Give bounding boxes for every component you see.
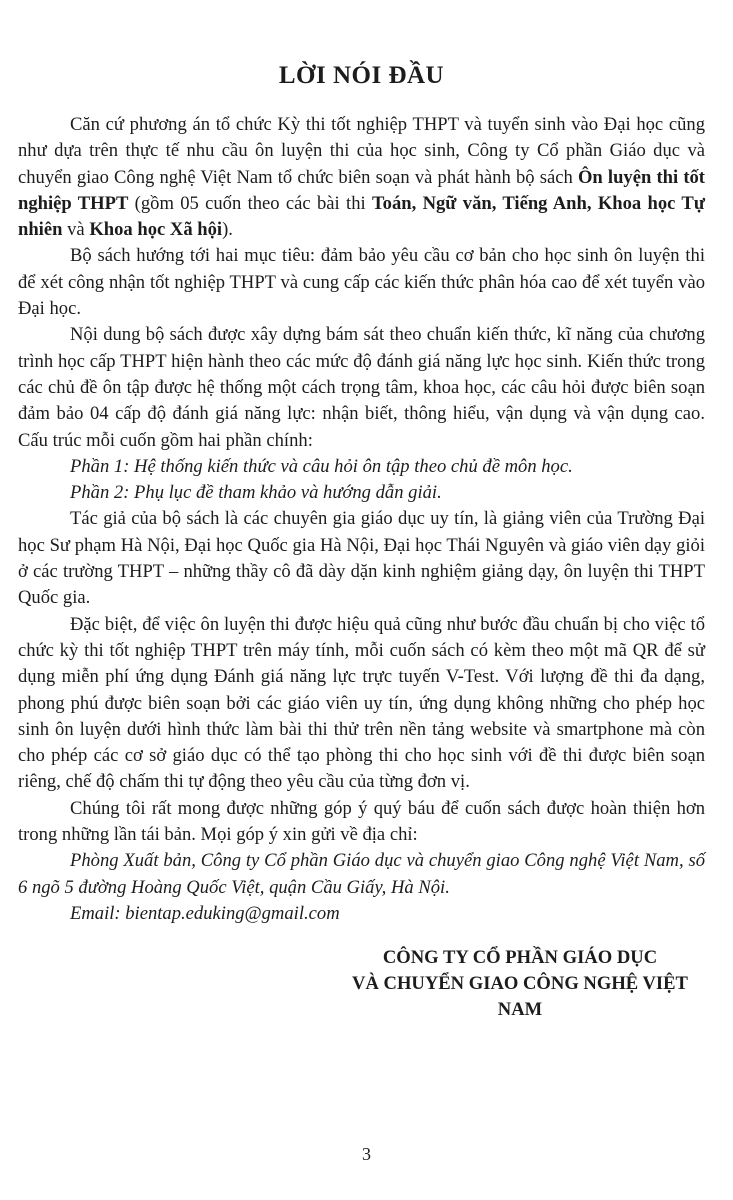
book-series-name: Ôn luyện thi tốt nghiệp THPT (18, 166, 705, 214)
signature-line-2: VÀ CHUYỂN GIAO CÔNG NGHỆ VIỆT NAM (352, 973, 688, 1021)
intro-text-4: ). (222, 219, 233, 241)
email-line: Email: bientap.eduking@gmail.com (70, 902, 340, 924)
goals-paragraph: Bộ sách hướng tới hai mục tiêu: đảm bảo yêu cầu cơ bản cho học sinh ôn luyện thi để xét công nhận tốt nghiệp THPT và cung cấp các kiến thức phân hóa cao để xét tuyển vào Đại học. (18, 245, 705, 320)
signature-block (18, 945, 705, 1023)
page-number: 3 (362, 1144, 371, 1164)
content-paragraph: Nội dung bộ sách được xây dựng bám sát theo chuẩn kiến thức, kĩ năng của chương trình học cấp THPT hiện hành theo các mức độ đánh giá năng lực học sinh. Kiến thức trong các chủ đề ôn tập được hệ thống một cách trọng tâm, khoa học, các câu hỏi được biên soạn đảm bảo 04 cấp độ đánh giá năng lực: nhận biết, thông hiểu, vận dụng và vận dụng cao. Cấu trúc mỗi cuốn gồm hai phần chính: (18, 324, 705, 451)
subject-list: Toán, Ngữ văn, Tiếng Anh, Khoa học Tự nhiên (18, 192, 705, 241)
intro-text-2: (gồm 05 cuốn theo các bài thi (128, 192, 372, 214)
signature-line-1: CÔNG TY CỔ PHẦN GIÁO DỤC (382, 947, 658, 969)
part-2-line: Phần 2: Phụ lục đề tham khảo và hướng dẫn giải. (70, 482, 442, 504)
intro-text-3: và (62, 219, 90, 241)
subject-social: Khoa học Xã hội (89, 219, 223, 241)
address-line: Phòng Xuất bản, Công ty Cổ phần Giáo dục và chuyển giao Công nghệ Việt Nam, số 6 ngõ 5 đường Hoàng Quốc Việt, quận Cầu Giấy, Hà Nội. (18, 850, 705, 898)
intro-paragraph (18, 112, 705, 243)
page-title: LỜI NÓI ĐẦU (278, 62, 445, 89)
vtest-paragraph: Đặc biệt, để việc ôn luyện thi được hiệu quả cũng như bước đầu chuẩn bị cho việc tổ chức kỳ thi tốt nghiệp THPT trên máy tính, mỗi cuốn sách có kèm theo một mã QR để sử dụng miễn phí ứng dụng Đánh giá năng lực trực tuyến V-Test. Với lượng đề thi đa dạng, phong phú được biên soạn bởi các giáo viên uy tín, ứng dụng không những cho phép học sinh ôn luyện dưới hình thức làm bài thi thử trên nền tảng website và smartphone mà còn cho phép các cơ sở giáo dục có thể tạo phòng thi cho học sinh với đề thi được biên soạn riêng, chế độ chấm thi tự động theo yêu cầu của từng đơn vị. (18, 613, 705, 793)
feedback-paragraph: Chúng tôi rất mong được những góp ý quý báu để cuốn sách được hoàn thiện hơn trong những lần tái bản. Mọi góp ý xin gửi về địa chỉ: (18, 797, 705, 846)
authors-paragraph: Tác giả của bộ sách là các chuyên gia giáo dục uy tín, là giảng viên của Trường Đại học Sư phạm Hà Nội, Đại học Quốc gia Hà Nội, Đại học Thái Nguyên và giáo viên dạy giỏi ở các trường THPT – những thầy cô đã dày dặn kinh nghiệm giảng dạy, ôn luyện thi THPT Quốc gia. (18, 508, 705, 609)
part-1-line: Phần 1: Hệ thống kiến thức và câu hỏi ôn tập theo chủ đề môn học. (70, 455, 573, 477)
intro-text-1: Căn cứ phương án tổ chức Kỳ thi tốt nghiệp THPT và tuyển sinh vào Đại học cũng như dựa trên thực tế nhu cầu ôn luyện thi của học sinh, Công ty Cổ phần Giáo dục và chuyển giao Công nghệ Việt Nam tổ chức biên soạn và phát hành bộ sách (18, 114, 705, 188)
